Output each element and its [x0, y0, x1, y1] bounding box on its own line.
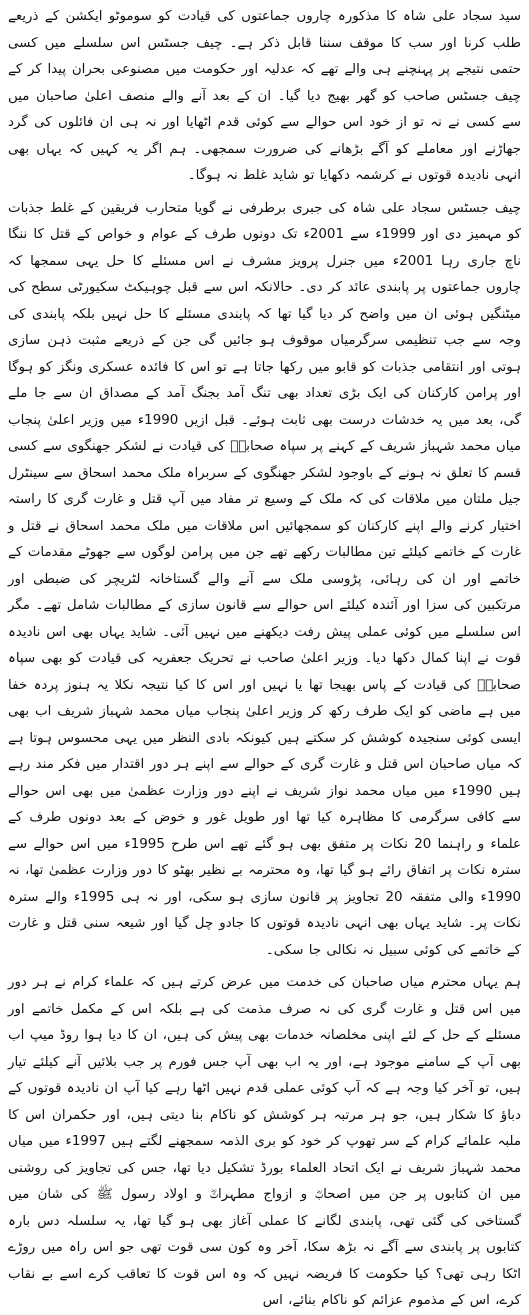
article-paragraph-2: چیف جسٹس سجاد علی شاہ کی جبری برطرفی نے گویا متحارب فریقین کے غلط جذبات کو مہمیز دی اور 1999ء سے 2001ء تک دونوں طرف کے عوام و خواص کے قتل کا ننگا ناچ جاری رہا 2001ء میں جنرل پرویز مشرف نے اس مسئلے کا حل یہی سمجھا کہ چاروں جماعتوں پر پابندی عائد کر دی۔ حالانکہ اس سے قبل چوہیکٹ سکیورٹی سطح کی میٹنگیں ہوئی ان میں واضح کر دیا گیا تھا کہ پابندی مسئلے کا حل نہیں بلکہ پابندی کی وجہ سے جب تنظیمی سرگرمیاں موقوف ہو جائیں گی جن کے ذریعے مثبت ذہن سازی ہوتی اور انتقامی جذبات کو قابو میں رکھا جاتا ہے تو اس کا فائدہ عسکری ونگز کو ہوگا اور پرامن کارکنان کی ایک بڑی تعداد بھی تنگ آمد بجنگ آمد کے مصداق ان سے جا ملے گی، بعد میں یہ خدشات درست بھی ثابت ہوئے۔ قبل ازیں 1990ء میں وزیر اعلیٰ پنجاب میاں محمد شہباز شریف کے کہنے پر سپاہ صحابہؓ کی قیادت نے لشکر جھنگوی سے کسی قسم کا تعلق نہ ہونے کے باوجود لشکر جھنگوی کے سربراہ ملک محمد اسحاق سے سینٹرل جیل ملتان میں ملاقات کی کہ ملک کے وسیع تر مفاد میں آپ قتل و غارت گری کا راستہ اختیار کرنے والے اپنے کارکنان کو سمجھائیں اس ملاقات میں ملک محمد اسحاق نے قتل و غارت کے خاتمے کیلئے تین مطالبات رکھے تھے جن میں پرامن لوگوں سے جھوٹے مقدمات کے خاتمے اور ان کی رہائی، پڑوسی ملک سے آنے والے گستاخانہ لٹریچر کی ضبطی اور مرتکبین کی سزا اور آئندہ کیلئے اس حوالے سے قانون سازی کے مطالبات شامل تھے۔ مگر اس سلسلے میں کوئی عملی پیش رفت دیکھنے میں نہیں آئی۔ شاید یہاں بھی اس نادیدہ قوت نے اپنا کمال دکھا دیا۔ وزیر اعلیٰ صاحب نے تحریک جعفریہ کی قیادت کو بھی سپاہ صحابہؓ کی قیادت کے پاس بھیجا تھا یا نہیں اور اس کا کیا نتیجہ نکلا یہ ہنوز پردہ خفا میں ہے ماضی کو ایک طرف رکھ کر وزیر اعلیٰ پنجاب میاں محمد شہباز شریف اب بھی ایسی کوئی سنجیدہ کوشش کر سکتے ہیں کیونکہ بادی النظر میں یہی محسوس ہوتا ہے کہ میاں صاحبان اس قتل و غارت گری کے حوالے سے اپنے ہر دور اقتدار میں فکر مند رہے ہیں 1990ء میں میاں محمد نواز شریف نے اپنے دور وزارت عظمیٰ میں بھی اس حوالے سے کافی سرگرمی کا مظاہرہ کیا تھا اور طویل غور و خوض کے بعد دونوں طرف کے علماء و راہنما 20 نکات پر متفق بھی ہو گئے تھے اس طرح 1995ء میں اس حوالے سے سترہ نکات پر اتفاق رائے ہو گیا تھا، وہ محترمہ بے نظیر بھٹو کا دور وزارت عظمیٰ تھا، نہ 1990ء والی متفقہ 20 تجاویز پر قانون سازی ہو سکی، اور نہ ہی 1995ء والے سترہ نکات پر۔ شاید یہاں بھی انہی نادیدہ قوتوں کا جادو چل گیا اور شیعہ سنی قتل و غارت کے خاتمے کی کوئی سبیل نہ نکالی جا سکی۔: [8, 200, 522, 958]
article-paragraph-1: سید سجاد علی شاہ کا مذکورہ چاروں جماعتوں کی قیادت کو سوموٹو ایکشن کے ذریعے طلب کرنا اور سب کا موقف سننا قابل ذکر ہے۔ چیف جسٹس اس سلسلے میں کسی حتمی نتیجے پر پہنچنے ہی والے تھے کہ عدلیہ اور حکومت میں مصنوعی بحران پیدا کر کے چیف جسٹس صاحب کو گھر بھیج دیا گیا۔ ان کے بعد آنے والے منصف اعلیٰ صاحبان میں سے کسی نے نہ تو از خود اس حوالے سے کوئی قدم اٹھایا اور نہ ہی ان فائلوں کی گرد جھاڑنے اور معاملے کو آگے بڑھانے کی ضرورت سمجھی۔ ہم اگر یہ کہیں کہ یہاں بھی انہی نادیدہ قوتوں نے کرشمہ دکھایا تو شاید غلط نہ ہوگا۔: [8, 9, 521, 183]
article-paragraph-3: ہم یہاں محترم میاں صاحبان کی خدمت میں عرض کرتے ہیں کہ علماء کرام نے ہر دور میں اس قتل و غارت گری کی نہ صرف مذمت کی ہے بلکہ اس کے مکمل خاتمے اور مسئلے کے حل کے لئے اپنی مخلصانہ خدمات بھی پیش کی ہیں، ان کا دیا ہوا روڈ میپ اب بھی آپ کے سامنے موجود ہے، اور یہ اب بھی آپ جس فورم پر جب بلائیں آنے کیلئے تیار ہیں، تو آخر کیا وجہ ہے کہ آپ کوئی عملی قدم نہیں اٹھا رہے کیا آپ ان نادیدہ قوتوں کے دباؤ کا شکار ہیں، جو ہر مرتبہ ہر کوشش کو ناکام بنا دیتی ہیں، اور حکمران اس کا ملبہ علمائے کرام کے سر تھوپ کر خود کو بری الذمہ سمجھنے لگتے ہیں 1997ء میں میاں محمد شہباز شریف نے ایک اتحاد العلماء بورڈ تشکیل دیا تھا، جس کی تجاویز کی روشنی میں ان کتابوں پر جن میں اصحابؓ و ازواج مطہراتؓ و اولاد رسول ﷺ کی شان میں گستاخی کی گئی تھی، پابندی لگانے کا عملی آغاز بھی ہو گیا تھا، یہ سلسلہ دس بارہ کتابوں پر پابندی سے آگے نہ بڑھ سکا، آخر وہ کون سی قوت تھی جو اس راہ میں روڑے اٹکا رہی تھی؟ کیا حکومت کا فریضہ نہیں کہ وہ اس قوت کا تعاقب کرے اسے بے نقاب کرے، اس کے مذموم عزائم کو ناکام بنائے، اس: [8, 975, 521, 1308]
